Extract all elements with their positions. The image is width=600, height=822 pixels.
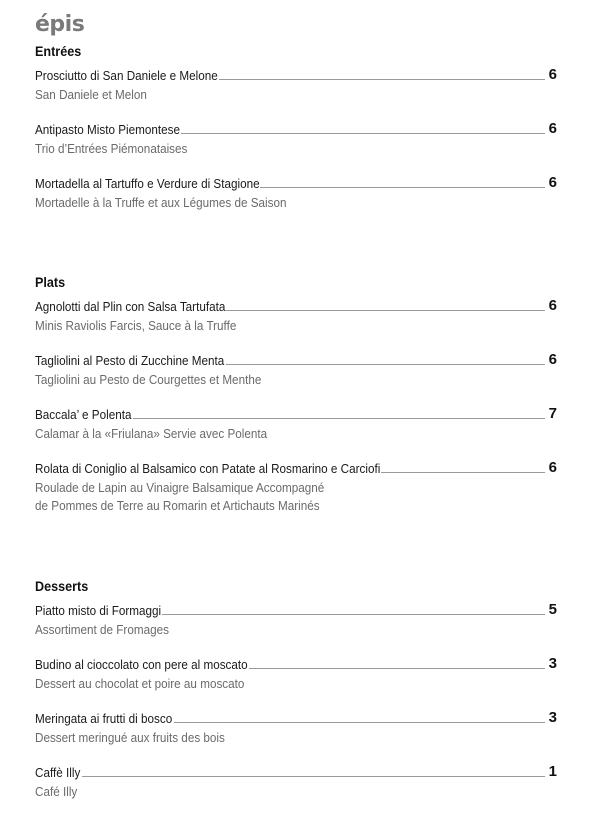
item-name: Mortadella al Tartuffo e Verdure di Stagione: [35, 176, 260, 191]
item-price: 6: [548, 120, 557, 137]
item-description: de Pommes de Terre au Romarin et Artichauts Marinés: [35, 498, 320, 513]
leader-dots: [226, 309, 545, 311]
item-description: Café Illy: [35, 784, 78, 799]
item-description: Assortiment de Fromages: [35, 622, 169, 637]
item-name: Baccala’ e Polenta: [35, 407, 132, 422]
item-price: 6: [548, 174, 557, 191]
item-price: 6: [548, 66, 557, 83]
item-name: Meringata ai frutti di bosco: [35, 711, 173, 726]
section-title-desserts: Desserts: [35, 578, 89, 594]
menu-item: [35, 763, 557, 801]
menu-item: [35, 405, 557, 443]
leader-dots: [226, 363, 545, 365]
menu-item: [35, 120, 557, 158]
item-name: Piatto misto di Formaggi: [35, 603, 162, 618]
item-name: Budino al cioccolato con pere al moscato: [35, 657, 248, 672]
item-description: Calamar à la «Friulana» Servie avec Polenta: [35, 426, 268, 441]
leader-dots: [260, 186, 544, 188]
item-name: Caffè Illy: [35, 765, 81, 780]
menu-logo: épis: [35, 12, 85, 37]
menu-item: [35, 459, 557, 515]
item-price: 6: [548, 297, 557, 314]
item-description: Minis Raviolis Farcis, Sauce à la Truffe: [35, 318, 237, 333]
item-price: 7: [548, 405, 557, 422]
item-price: 6: [548, 459, 557, 476]
leader-dots: [249, 667, 545, 669]
item-description: Roulade de Lapin au Vinaigre Balsamique Accompagné: [35, 480, 325, 495]
leader-dots: [162, 613, 544, 615]
item-name: Agnolotti dal Plin con Salsa Tartufata: [35, 299, 226, 314]
leader-dots: [174, 721, 545, 723]
item-description: Dessert au chocolat et poire au moscato: [35, 676, 245, 691]
item-description: Tagliolini au Pesto de Courgettes et Menthe: [35, 372, 262, 387]
item-price: 3: [548, 709, 557, 726]
menu-item: [35, 601, 557, 639]
menu-item: [35, 655, 557, 693]
menu-item: [35, 66, 557, 104]
item-description: San Daniele et Melon: [35, 87, 147, 102]
leader-dots: [181, 132, 544, 134]
item-price: 6: [548, 351, 557, 368]
item-name: Prosciutto di San Daniele e Melone: [35, 68, 218, 83]
section-title-entrees: Entrées: [35, 43, 82, 59]
item-name: Rolata di Coniglio al Balsamico con Patate al Rosmarino e Carciofi: [35, 461, 381, 476]
leader-dots: [381, 471, 545, 473]
menu-item: [35, 709, 557, 747]
leader-dots: [82, 775, 545, 777]
item-description: Trio d’Entrées Piémonataises: [35, 141, 188, 156]
leader-dots: [219, 78, 545, 80]
item-price: 1: [548, 763, 557, 780]
leader-dots: [133, 417, 545, 419]
item-name: Antipasto Misto Piemontese: [35, 122, 181, 137]
item-price: 5: [548, 601, 557, 618]
item-description: Dessert meringué aux fruits des bois: [35, 730, 225, 745]
menu-item: [35, 174, 557, 212]
item-name: Tagliolini al Pesto di Zucchine Menta: [35, 353, 225, 368]
section-title-plats: Plats: [35, 274, 66, 290]
menu-item: [35, 351, 557, 389]
menu-item: [35, 297, 557, 335]
item-description: Mortadelle à la Truffe et aux Légumes de Saison: [35, 195, 287, 210]
item-price: 3: [548, 655, 557, 672]
